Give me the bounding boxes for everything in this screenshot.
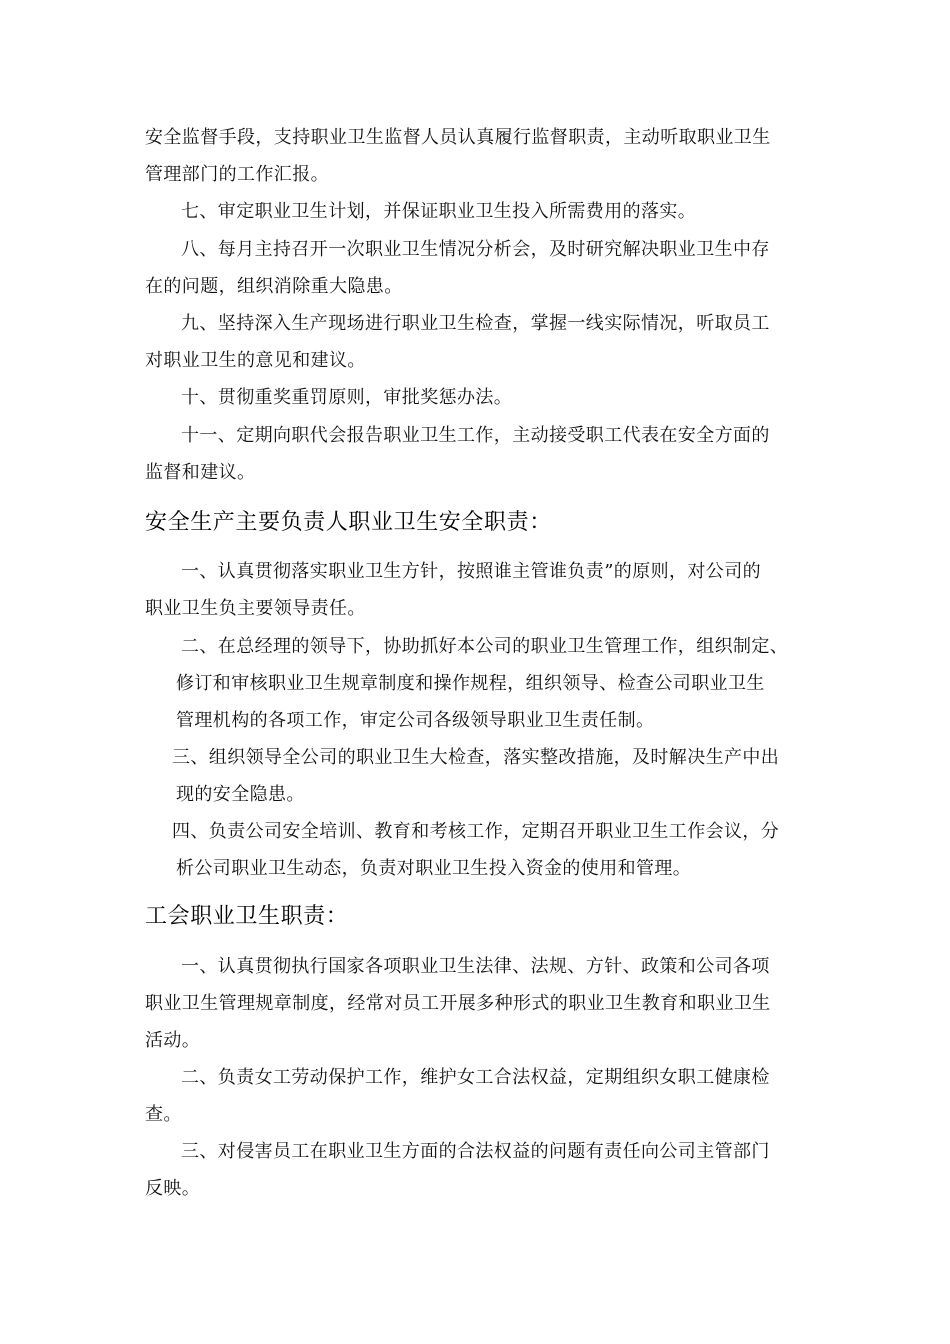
text-line: 九、坚持深入生产现场进行职业卫生检查，掌握一线实际情况，听取员工 xyxy=(181,313,770,334)
section-heading-safety-head: 安全生产主要负责人职业卫生安全职责： xyxy=(145,510,552,535)
section-heading-union: 工会职业卫生职责： xyxy=(145,904,349,929)
text-line: 二、负责女工劳动保护工作，维护女工合法权益，定期组织女职工健康检 xyxy=(181,1067,770,1088)
text-line: 职业卫生负主要领导责任。 xyxy=(145,598,366,619)
text-line: 安全监督手段，支持职业卫生监督人员认真履行监督职责，主动听取职业卫生 xyxy=(145,127,771,148)
text-line: 反映。 xyxy=(145,1178,201,1199)
text-line: 析公司职业卫生动态，负责对职业卫生投入资金的使用和管理。 xyxy=(176,858,692,879)
text-line: 管理部门的工作汇报。 xyxy=(145,164,329,185)
text-line: 一、认真贯彻执行国家各项职业卫生法律、法规、方针、政策和公司各项 xyxy=(181,956,770,977)
text-line: 七、审定职业卫生计划，并保证职业卫生投入所需费用的落实。 xyxy=(181,201,697,222)
text-line: 监督和建议。 xyxy=(145,462,256,483)
text-line: 十一、定期向职代会报告职业卫生工作，主动接受职工代表在安全方面的 xyxy=(181,425,770,446)
text-line: 在的问题，组织消除重大隐患。 xyxy=(145,276,403,297)
text-line: 三、组织领导全公司的职业卫生大检查，落实整改措施，及时解决生产中出 xyxy=(172,747,780,768)
text-line: 职业卫生管理规章制度，经常对员工开展多种形式的职业卫生教育和职业卫生 xyxy=(145,993,771,1014)
text-line: 活动。 xyxy=(145,1030,201,1051)
text-line: 查。 xyxy=(145,1104,182,1125)
text-line: 现的安全隐患。 xyxy=(176,784,305,805)
text-line: 十、贯彻重奖重罚原则，审批奖惩办法。 xyxy=(181,387,513,408)
text-line: 一、认真贯彻落实职业卫生方针，按照谁主管谁负责”的原则，对公司的 xyxy=(181,561,761,582)
text-line: 对职业卫生的意见和建议。 xyxy=(145,350,366,371)
text-line: 二、在总经理的领导下，协助抓好本公司的职业卫生管理工作，组织制定、 xyxy=(181,636,789,657)
text-line: 修订和审核职业卫生规章制度和操作规程，组织领导、检查公司职业卫生 xyxy=(176,673,765,694)
text-line: 管理机构的各项工作，审定公司各级领导职业卫生责任制。 xyxy=(176,710,655,731)
text-line: 四、负责公司安全培训、教育和考核工作，定期召开职业卫生工作会议，分 xyxy=(172,821,780,842)
text-line: 三、对侵害员工在职业卫生方面的合法权益的问题有责任向公司主管部门 xyxy=(181,1141,770,1162)
text-line: 八、每月主持召开一次职业卫生情况分析会，及时研究解决职业卫生中存 xyxy=(181,239,770,260)
